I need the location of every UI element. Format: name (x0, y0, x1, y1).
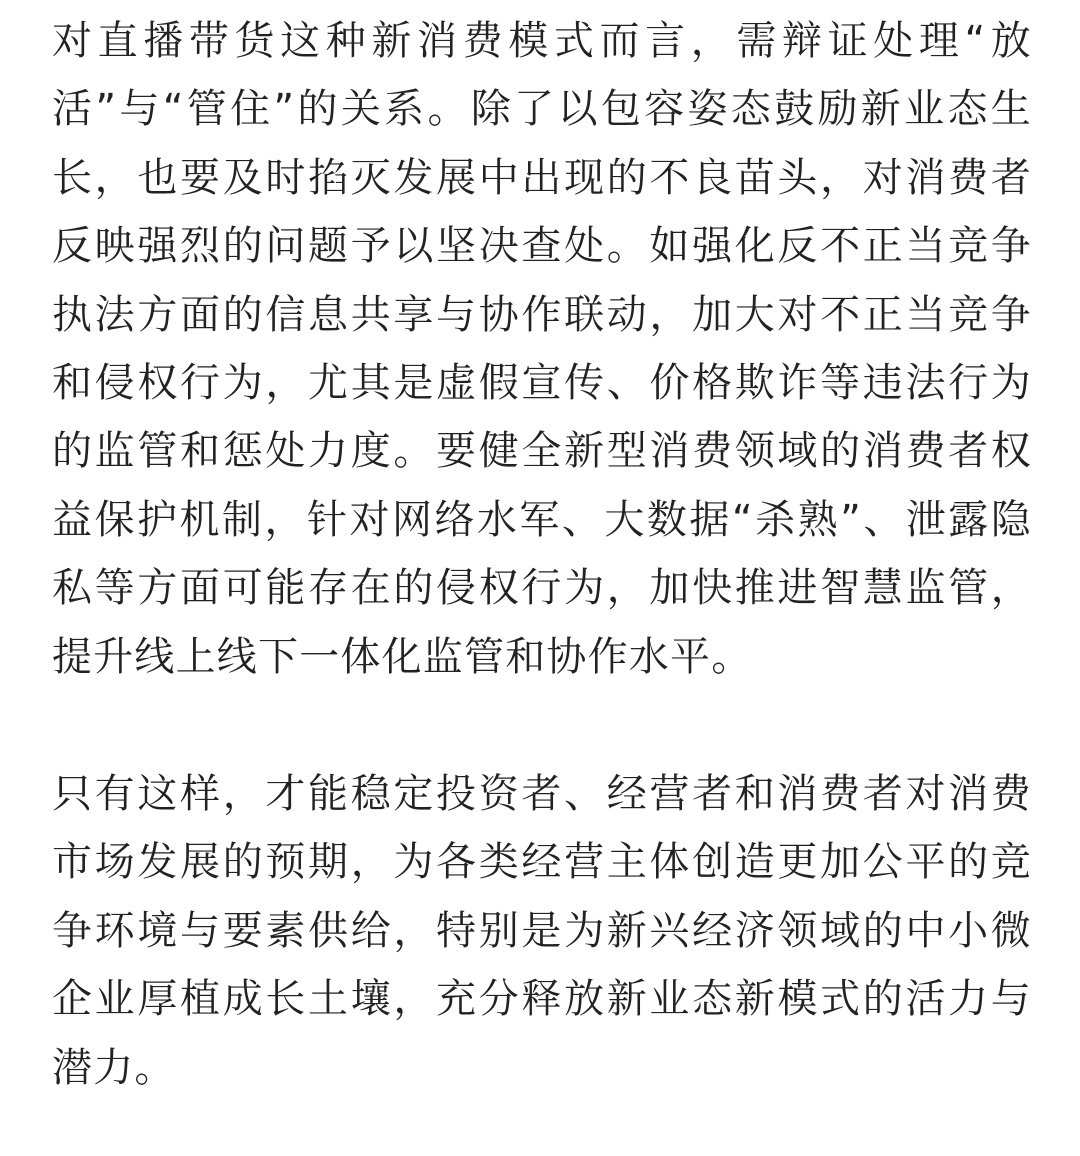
article-body (52, 0, 1032, 1102)
article-paragraph: 只有这样，才能稳定投资者、经营者和消费者对消费市场发展的预期，为各类经营主体创造更加公平的竞争环境与要素供给，特别是为新兴经济领域的中小微企业厚植成长土壤，充分释放新业态新模式的活力与潜力。 (52, 771, 1032, 1091)
article-paragraph: 对直播带货这种新消费模式而言，需辩证处理“放活”与“管住”的关系。除了以包容姿态鼓励新业态生长，也要及时掐灭发展中出现的不良苗头，对消费者反映强烈的问题予以坚决查处。如强化反不正当竞争执法方面的信息共享与协作联动，加大对不正当竞争和侵权行为，尤其是虚假宣传、价格欺诈等违法行为的监管和惩处力度。要健全新型消费领域的消费者权益保护机制，针对网络水军、大数据“杀熟”、泄露隐私等方面可能存在的侵权行为，加快推进智慧监管，提升线上线下一体化监管和协作水平。 (52, 18, 1032, 680)
